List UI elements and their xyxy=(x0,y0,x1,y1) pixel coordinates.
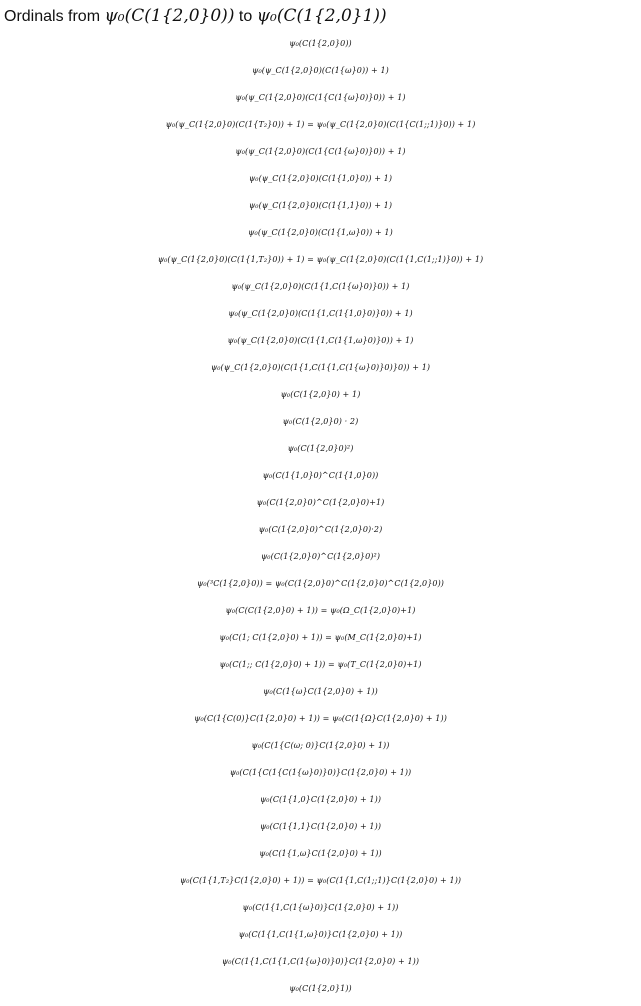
ordinal-row: ψ₀(ψ_C(1{2,0}0)(C(1{1,1}0)) + 1) xyxy=(248,201,393,210)
ordinal-row: ψ₀(C(C(1{2,0}0) + 1)) = ψ₀(Ω_C(1{2,0}0)+1) xyxy=(225,606,416,615)
title-prefix: Ordinals from xyxy=(4,8,105,25)
ordinal-row: ψ₀(C(1{1,C(1{1,C(1{ω}0)}0)}C(1{2,0}0) + 1)) xyxy=(221,957,420,966)
title-from-ordinal: ψ₀(C(1{2,0}0)) xyxy=(104,6,235,26)
ordinal-row: ψ₀(C(1{2,0}0) · 2) xyxy=(282,417,359,426)
ordinal-list xyxy=(0,30,641,1002)
ordinal-row: ψ₀(ψ_C(1{2,0}0)(C(1{ω}0)) + 1) xyxy=(252,66,389,75)
ordinal-row: ψ₀(C(1{1,T₂}C(1{2,0}0) + 1)) = ψ₀(C(1{1,C(1;;1)}C(1{2,0}0) + 1)) xyxy=(179,876,462,885)
ordinal-row: ψ₀(C(1{2,0}0)^C(1{2,0}0)+1) xyxy=(256,498,385,507)
ordinal-row: ψ₀(C(1{1,C(1{ω}0)}C(1{2,0}0) + 1)) xyxy=(242,903,399,912)
ordinal-row: ψ₀(C(1{2,0}0) + 1) xyxy=(280,390,361,399)
ordinal-row: ψ₀(ψ_C(1{2,0}0)(C(1{1,T₂}0)) + 1) = ψ₀(ψ_C(1{2,0}0)(C(1{1,C(1;;1)}0)) + 1) xyxy=(157,255,484,264)
ordinal-row: ψ₀(ψ_C(1{2,0}0)(C(1{T₂}0)) + 1) = ψ₀(ψ_C(1{2,0}0)(C(1{C(1;;1)}0)) + 1) xyxy=(165,120,476,129)
ordinal-row: ψ₀(C(1{2,0}0)²) xyxy=(287,444,354,453)
ordinal-row: ψ₀(C(1{C(ω; 0)}C(1{2,0}0) + 1)) xyxy=(251,741,390,750)
ordinal-row: ψ₀(C(1{1,1}C(1{2,0}0) + 1)) xyxy=(259,822,382,831)
ordinal-row: ψ₀(C(1{1,0}C(1{2,0}0) + 1)) xyxy=(259,795,382,804)
title-to-ordinal: ψ₀(C(1{2,0}1)) xyxy=(256,6,387,26)
ordinal-row: ψ₀(ψ_C(1{2,0}0)(C(1{1,ω}0)) + 1) xyxy=(248,228,393,237)
ordinal-row: ψ₀(C(1{1,C(1{1,ω}0)}C(1{2,0}0) + 1)) xyxy=(238,930,403,939)
ordinal-row: ψ₀(ψ_C(1{2,0}0)(C(1{1,C(1{1,ω}0)}0)) + 1) xyxy=(227,336,414,345)
ordinal-row: ψ₀(C(1{2,0}1)) xyxy=(289,984,352,993)
title-middle: to xyxy=(234,8,257,25)
ordinal-row: ψ₀(C(1{1,ω}C(1{2,0}0) + 1)) xyxy=(259,849,382,858)
ordinal-row: ψ₀(C(1{1,0}0)^C(1{1,0}0)) xyxy=(262,471,379,480)
ordinal-row: ψ₀(ψ_C(1{2,0}0)(C(1{C(1{ω}0)}0)) + 1) xyxy=(235,93,406,102)
ordinal-row: ψ₀(C(1;; C(1{2,0}0) + 1)) = ψ₀(T_C(1{2,0}0)+1) xyxy=(219,660,422,669)
ordinal-row: ψ₀(³C(1{2,0}0)) = ψ₀(C(1{2,0}0)^C(1{2,0}0)^C(1{2,0}0)) xyxy=(196,579,445,588)
ordinal-row: ψ₀(ψ_C(1{2,0}0)(C(1{C(1{ω}0)}0)) + 1) xyxy=(235,147,406,156)
ordinal-row: ψ₀(C(1{2,0}0)) xyxy=(289,39,352,48)
ordinal-row: ψ₀(C(1{2,0}0)^C(1{2,0}0)²) xyxy=(260,552,381,561)
ordinal-row: ψ₀(C(1{C(1{C(1{ω}0)}0)}C(1{2,0}0) + 1)) xyxy=(229,768,412,777)
ordinal-row: ψ₀(ψ_C(1{2,0}0)(C(1{1,0}0)) + 1) xyxy=(248,174,393,183)
ordinal-row: ψ₀(C(1{C(0)}C(1{2,0}0) + 1)) = ψ₀(C(1{Ω}C(1{2,0}0) + 1)) xyxy=(194,714,447,723)
ordinal-row: ψ₀(C(1{ω}C(1{2,0}0) + 1)) xyxy=(263,687,378,696)
ordinal-row: ψ₀(ψ_C(1{2,0}0)(C(1{1,C(1{1,C(1{ω}0)}0)}0)) + 1) xyxy=(210,363,431,372)
ordinal-row: ψ₀(C(1; C(1{2,0}0) + 1)) = ψ₀(M_C(1{2,0}0)+1) xyxy=(219,633,422,642)
ordinal-row: ψ₀(C(1{2,0}0)^C(1{2,0}0)·2) xyxy=(258,525,383,534)
ordinal-row: ψ₀(ψ_C(1{2,0}0)(C(1{1,C(1{ω}0)}0)) + 1) xyxy=(231,282,410,291)
page-title xyxy=(4,2,387,30)
ordinal-row: ψ₀(ψ_C(1{2,0}0)(C(1{1,C(1{1,0}0)}0)) + 1) xyxy=(228,309,413,318)
